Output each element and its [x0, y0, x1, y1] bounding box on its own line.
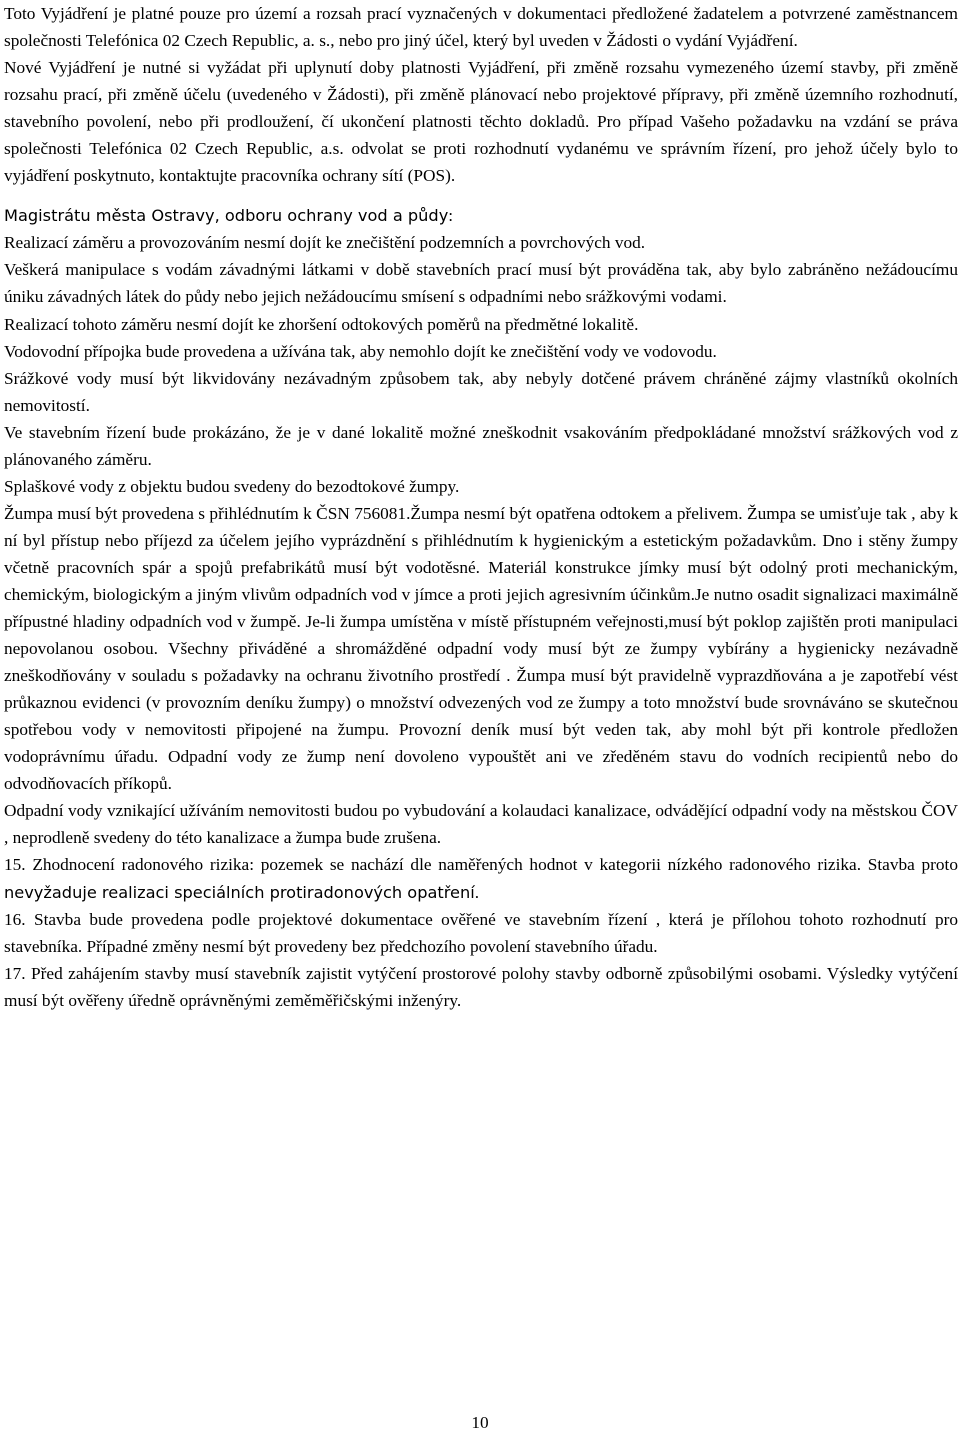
section-paragraph-rainwater: Srážkové vody musí být likvidovány nezávadným způsobem tak, aby nebyly dotčené právem chráněné zájmy vlastníků okolních nemovitostí. [4, 368, 958, 415]
item-17-survey: 17. Před zahájením stavby musí stavebník zajistit vytýčení prostorové polohy stavby odborně způsobilými osobami. Výsledky vytýčení musí být ověřeny úředně oprávněnými zeměměřičskými inženýry. [4, 963, 958, 1010]
section-paragraph-sewer: Odpadní vody vznikající užíváním nemovitosti budou po vybudování a kolaudaci kanalizace, odvádějící odpadní vody na městskou ČOV , neprodleně svedeny do této kanalizace a žumpa bude zrušena. [4, 801, 958, 848]
section-paragraph-cesspool: Žumpa musí být provedena s přihlédnutím k ČSN 756081.Žumpa nesmí být opatřena odtokem a přelivem. Žumpa se umisťuje tak , aby k ní byl přístup nebo příjezd za účelem jejího vyprázdnění s přihlédnutím k hygienickým a estetickým požadavkům. Dno i stěny žumpy včetně pracovních spár a spojů prefabrikátů musí být vodotěsné. Materiál konstrukce jímky musí být odolný proti mechanickým, chemickým, biologickým a jiným vlivům odpadních vod v jímce a proti jejich agresivním účinkům.Je nutno osadit signalizaci maximálně přípustné hladiny odpadních vod v žumpě. Je-li žumpa umístěna v místě přístupném veřejnosti,musí být poklop zajištěn proti manipulaci nepovolanou osobou. Všechny přiváděné a shromážděné odpadní vody musí být ze žumpy vybírány a hygienicky nezávadně zneškodňovány v souladu s požadavky na ochranu životního prostředí . Žumpa musí být pravidelně vyprazdňována a je zapotřebí vést průkaznou evidenci (v provozním deníku žumpy) o množství odvezených vod ze žumpy a toto množství bude srovnáváno se skutečnou spotřebou vody v nemovitosti připojené na žumpu. Provozní deník musí být veden tak, aby mohl být při kontrole předložen vodoprávnímu úřadu. Odpadní vody ze žump není dovoleno vypouštět ani ve zředěném stavu do vodních recipientů nebo do odvodňovacích příkopů. [4, 503, 958, 794]
section-heading-line [4, 202, 958, 229]
page-number: 10 [471, 1413, 489, 1432]
section-heading: Magistrátu města Ostravy, odboru ochrany vod a půdy [4, 206, 449, 226]
waiver-text: Pro případ Vašeho požadavku na vzdání se práva společnosti Telefónica 02 Czech Republic, a.s. odvolat se proti rozhodnutí vydanému ve správním řízení, pro jehož účely bylo to vyjádření poskytnuto, kontaktujte pracovníka ochrany sítí (POS). [4, 112, 958, 186]
section-paragraph-pollution: Realizací záměru a provozováním nesmí dojít ke znečištění podzemních a povrchových vod. [4, 233, 646, 253]
section-paragraph-handling: Veškerá manipulace s vodám závadnými látkami v době stavebních prací musí být prováděna tak, aby bylo zabráněno nežádoucímu úniku závadných látek do půdy nebo jejich nežádoucímu smísení s odpadními nebo srážkovými vodami. [4, 260, 958, 307]
item-15-radon [4, 851, 958, 905]
section-paragraph-water-supply: Vodovodní přípojka bude provedena a užívána tak, aby nemohlo dojít ke znečištění vody ve vodovodu. [4, 341, 717, 361]
renewal-paragraph [4, 54, 958, 189]
item-15-emphasis: nevyžaduje realizaci speciálních protiradonových opatření [4, 882, 475, 902]
section-paragraph-runoff: Realizací tohoto záměru nesmí dojít ke zhoršení odtokových poměrů na předmětné lokalitě. [4, 314, 639, 334]
validity-paragraph: Toto Vyjádření je platné pouze pro území a rozsah prací vyznačených v dokumentaci předložené žadatelem a potvrzené zaměstnancem společnosti Telefónica 02 Czech Republic, a. s., nebo pro jiný účel, který byl uveden v Žádosti o vydání Vyjádření. [4, 4, 958, 51]
item-16-project: 16. Stavba bude provedena podle projektové dokumentace ověřené ve stavebním řízení , která je přílohou tohoto rozhodnutí pro stavebníka. Případné změny nesmí být provedeny bez předchozího povolení stavebního úřadu. [4, 909, 958, 956]
section-paragraph-infiltration: Ve stavebním řízení bude prokázáno, že je v dané lokalitě možné zneškodnit vsakováním předpokládané množství srážkových vod z plánovaného záměru. [4, 422, 958, 469]
item-15-end: . [474, 882, 480, 902]
renewal-text: Nové Vyjádření je nutné si vyžádat při uplynutí doby platnosti Vyjádření, při změně rozsahu vymezeného území stavby, při změně rozsahu prací, při změně účelu (uvedeného v Žádosti), při změně plánovací nebo projektové přípravy, při změně územního rozhodnutí, stavebního povolení, nebo při prodloužení, čí ukončení platnosti těchto dokladů. [4, 58, 958, 132]
section-heading-colon: : [448, 206, 454, 226]
item-15-text: 15. Zhodnocení radonového rizika: pozemek se nachází dle naměřených hodnot v kategorii nízkého radonového rizika. Stavba proto [4, 855, 958, 875]
document-page [4, 0, 958, 1440]
section-paragraph-sewage: Splaškové vody z objektu budou svedeny do bezodtokové žumpy. [4, 476, 460, 496]
